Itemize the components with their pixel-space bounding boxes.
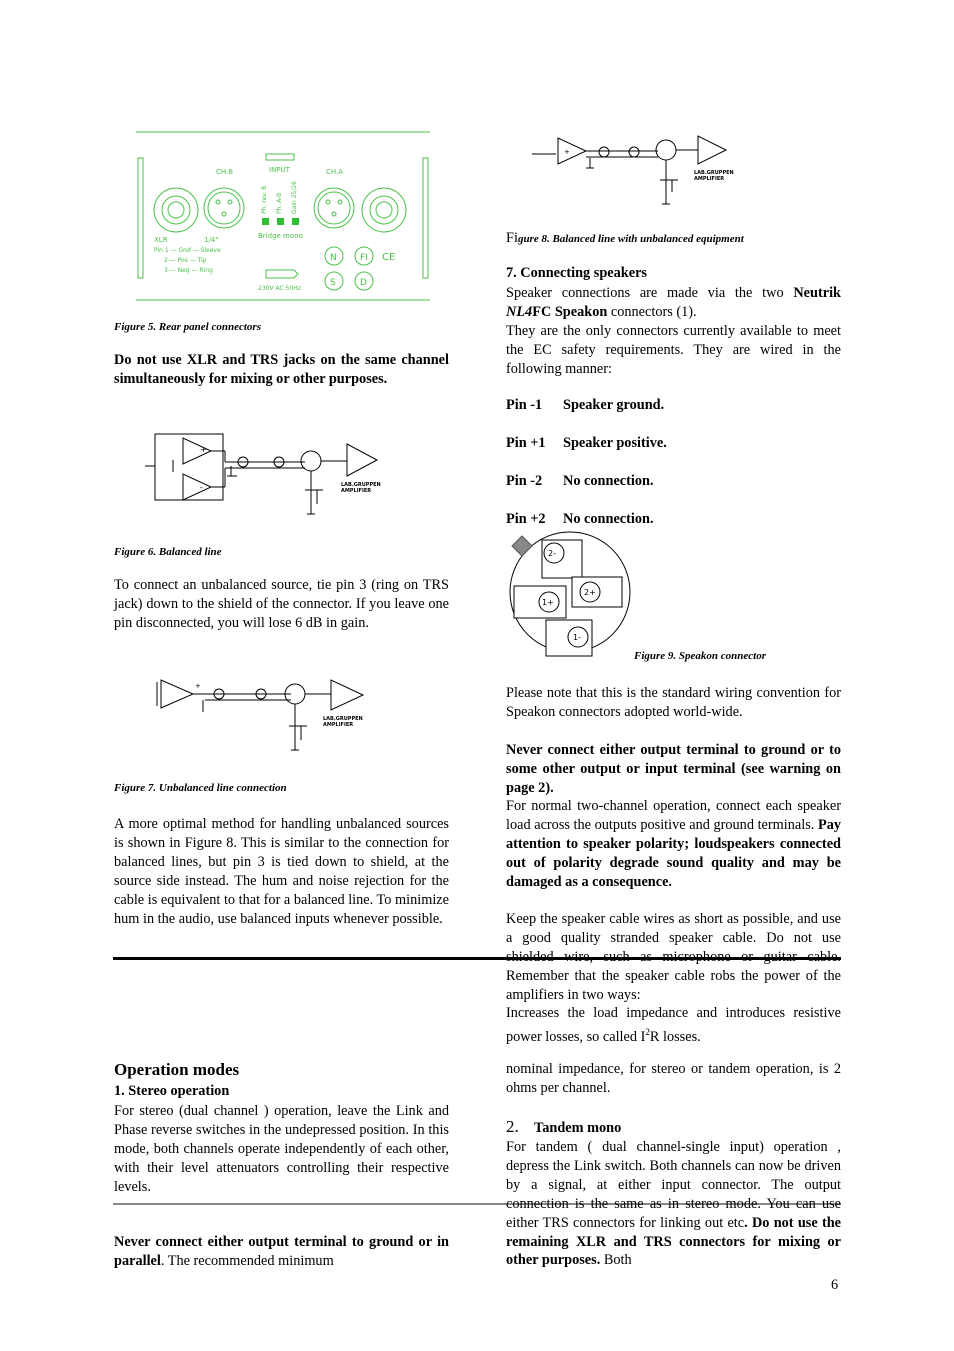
balanced-unbalanced-drawing [530,130,740,210]
conn-p1-b: Neutrik [793,285,841,301]
label-switch-2: Ph. A-B [276,192,283,214]
figure-8-balanced-unbalanced [530,130,740,210]
conn-p1-c: NL4 [506,303,533,320]
never-parallel-text [114,1233,449,1271]
please-note-text: Please note that this is the standard wiring convention for Speakon connectors adopted world-wide. [506,685,841,720]
speakon-drawing [506,530,636,660]
figure-7-caption: Figure 7. Unbalanced line connection [114,782,287,794]
figure-6-caption: Figure 6. Balanced line [114,546,222,558]
label-bridge: Bridge mono [258,232,303,240]
normal-a: For normal two-channel operation, connect each speaker load across the outputs positive and ground terminals. [506,798,841,833]
speakon-pin-label: 2- [548,549,556,558]
conn-p1-d: FC Speakon [532,303,608,320]
label-cha: CH.A [326,168,344,176]
fig8-amp-label-2: AMPLIFIER [694,176,725,182]
label-chb: CH.B [216,168,234,176]
stereo-operation-text: For stereo (dual channel ) operation, leave the Link and Phase reverse switches in the undepressed position. In this mode, both channels operate independently of each other, with their level attenuators controlling their respective levels. [114,1103,449,1195]
connecting-speakers-p2: They are the only connectors currently available to meet the EC safety requirements. They are wired in the following manner: [506,323,841,377]
nominal-impedance-text: nominal impedance, for stereo or tandem operation, is 2 ohms per channel. [506,1061,841,1096]
svg-text:FI: FI [360,253,368,263]
fig6-amp-label-1: LAB.GRUPPEN [341,482,381,488]
warning-xlr-trs: Do not use XLR and TRS jacks on the same channel simultaneously for mixing or other purposes. [114,352,449,387]
conn-p1-a: Speaker connections are made via the two [506,285,794,301]
pin-number: Pin +2 [506,511,546,527]
fig8-amp-label-1: LAB.GRUPPEN [694,170,734,176]
figure-5-caption: Figure 5. Rear panel connectors [114,321,261,333]
normal-b: Pay attention to speaker polarity; loudspeakers connected out of polarity degrade sound quality and may be damaged as a consequence. [506,816,841,890]
pin-line [506,511,654,528]
unbalanced-line-drawing [145,674,385,756]
figure-7-unbalanced-line [145,674,385,756]
increases-a: Increases the load impedance and introduces resistive power losses, so called I [506,1005,841,1045]
fig7-amp-label-2: AMPLIFIER [323,722,354,728]
svg-text:N: N [330,253,337,263]
unbalanced-source-text: To connect an unbalanced source, tie pin 3 (ring on TRS jack) down to the shield of the connector. If you leave one pin disconnected, you will lose 6 dB in gain. [114,577,449,631]
normal-operation-text [506,797,841,892]
figure-6-balanced-line [145,428,385,524]
connecting-speakers-p1 [506,284,841,322]
fig7-plus: + [195,682,201,690]
pin-line [506,397,664,414]
optimal-method-text: A more optimal method for handling unbalanced sources is shown in Figure 8. This is similar to the connection for balanced lines, but pin 3 is tied down to shield, at the source side instead. The hum and noise rejection for the cable is equivalent to that for a balanced line. To minimize hum in the audio, use balanced inputs whenever possible. [114,816,449,927]
r-losses: R losses. [649,1028,701,1045]
fig7-amp-label-1: LAB.GRUPPEN [323,716,363,722]
label-input: INPUT [269,166,290,174]
pin-description: No connection. [563,511,654,527]
fig6-plus: + [200,445,207,454]
svg-text:D: D [360,278,367,288]
increases-text [506,1004,841,1047]
fig6-minus: - [200,483,203,492]
speakon-pin-label: 1+ [542,598,554,607]
superscript-2: 2 [645,1026,650,1037]
never-ground-warning: Never connect either output terminal to ground or to some other output or input terminal (see warning on page 2). [506,742,841,796]
pin-description: No connection. [563,473,654,489]
tandem-b: . Do not use the remaining XLR and TRS connectors for mixing or other purposes. [506,1214,841,1269]
stereo-operation-heading: 1. Stereo operation [114,1083,230,1099]
page-number: 6 [831,1277,839,1293]
speakon-pin-label: 1- [573,633,581,642]
pin-number: Pin -2 [506,473,543,489]
fig8-caption-rest: gure 8. Balanced line with unbalanced equipment [517,233,744,245]
label-mains: 230V AC 50Hz [258,285,301,292]
tandem-text [506,1138,841,1270]
tandem-c: Both [600,1252,632,1269]
never-parallel-bold: Never connect either output terminal to ground or in parallel [114,1234,449,1269]
pin-line [506,473,654,490]
never-parallel-rest: . The recommended minimum [160,1252,334,1269]
label-xlr: XLR [154,236,168,244]
pin-description: Speaker positive. [563,435,667,451]
pin-line [506,435,667,452]
pin-number: Pin -1 [506,397,543,413]
conn-p1-e: connectors (1). [607,303,697,320]
label-pin-3: 3 — Neg — Ring [164,267,213,274]
label-pin-1: Pin 1 — Gnd — Sleeve [154,247,221,254]
fig8-plus: + [564,148,570,156]
balanced-line-drawing [145,428,385,524]
connecting-speakers-heading: 7. Connecting speakers [506,265,647,281]
speakon-pin-label: 2+ [584,588,596,597]
figure-9-caption: Figure 9. Speakon connector [634,650,767,662]
pin-number: Pin +1 [506,435,546,451]
figure-8-caption [506,229,744,247]
tandem-a: For tandem ( dual channel-single input) operation , depress the Link switch. Both channels can now be driven by a signal, at either input connector. The output connection is the same as in stereo mode. You can use either TRS connectors for linking out etc [506,1139,841,1231]
tandem-heading [506,1117,621,1137]
label-pin-2: 2 — Pos — Tip [164,257,207,264]
figure-5-rear-panel [134,130,432,302]
tandem-number: 2. [506,1117,519,1136]
keep-cable-text: Keep the speaker cable wires as short as possible, and use a good quality stranded speaker cable. Do not use shielded wire, such as microphone or guitar cable. Remember that the speaker cable robs the power of the amplifiers in two ways: [506,911,841,1003]
svg-text:CE: CE [382,252,396,263]
figure-9-speakon [506,530,636,660]
pin-description: Speaker ground. [563,397,665,413]
rear-panel-drawing [134,130,432,302]
label-quarter-inch: 1/4" [204,236,219,244]
fig6-amp-label-2: AMPLIFIER [341,488,372,494]
svg-text:S: S [330,278,336,288]
fig8-caption-prefix: Fi [506,230,518,246]
tandem-title: Tandem mono [534,1120,622,1136]
operation-modes-heading: Operation modes [114,1060,240,1079]
label-switch-3: Gain 25/26 [291,181,298,214]
label-switch-1: Ph. rev. B [261,185,268,214]
